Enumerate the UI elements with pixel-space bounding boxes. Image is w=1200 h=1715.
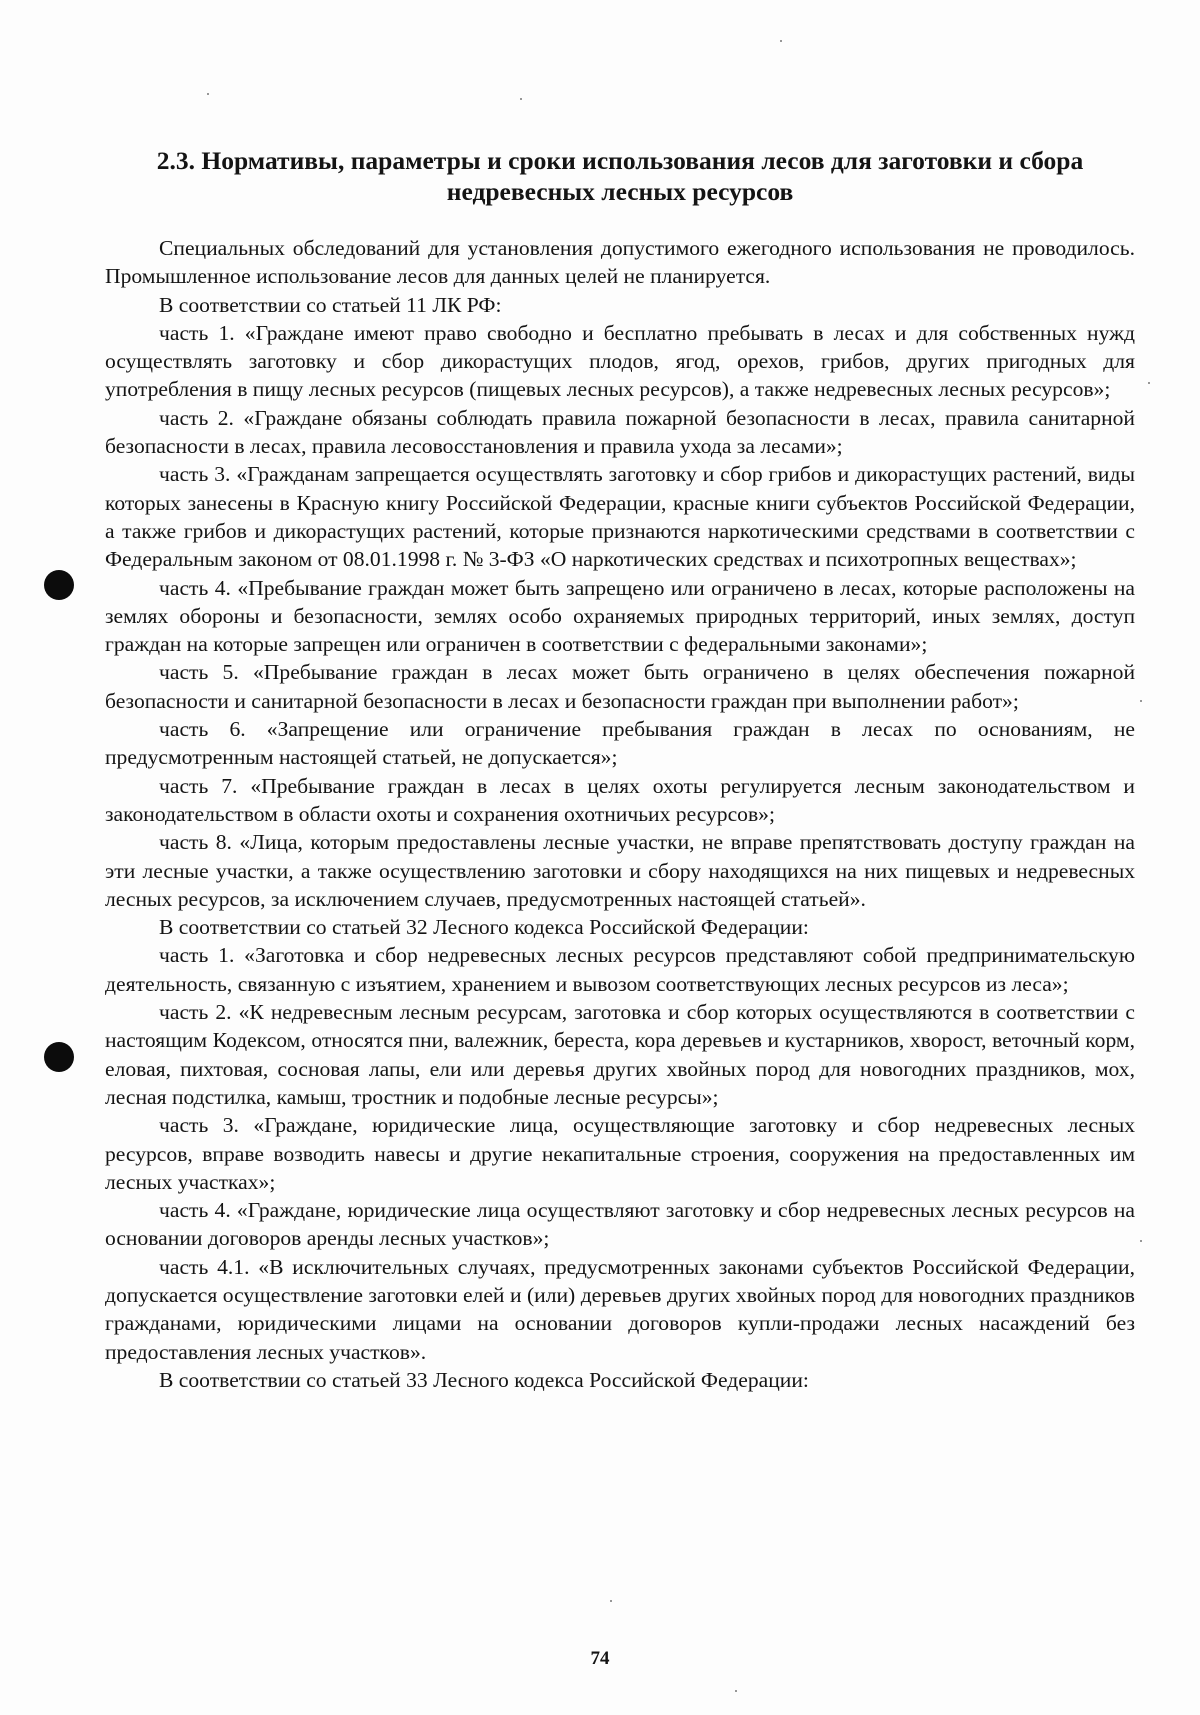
scan-speck xyxy=(1140,1240,1142,1242)
section-title-line-2: недревесных лесных ресурсов xyxy=(446,177,794,206)
paragraph-art11-part2: часть 2. «Граждане обязаны соблюдать правила пожарной безопасности в лесах, правила санитарной безопасности в лесах, правила лесовосстановления и правила ухода за лесами»; xyxy=(105,405,1135,459)
paragraph-art11-part3: часть 3. «Гражданам запрещается осуществлять заготовку и сбор грибов и дикорастущих растений, виды которых занесены в Красную книгу Российской Федерации, красные книги субъектов Российской Федерации, а также грибов и дикорастущих растений, которые признаются наркотическими средствами в соответствии с Федеральным законом от 08.01.1998 г. № 3-ФЗ «О наркотических средствах и психотропных веществах»; xyxy=(105,462,1135,572)
punch-hole-top xyxy=(44,570,74,600)
paragraph-art11-part6: часть 6. «Запрещение или ограничение пребывания граждан в лесах по основаниям, не предусмотренным настоящей статьей, не допускается»; xyxy=(105,717,1135,770)
scan-speck xyxy=(780,40,782,42)
paragraph-intro: Специальных обследований для установления допустимого ежегодного использования не проводилось. Промышленное использование лесов для данных целей не планируется. xyxy=(105,236,1135,289)
scan-speck xyxy=(735,1690,737,1692)
document-page xyxy=(105,145,1135,1394)
paragraph-art32-part1: часть 1. «Заготовка и сбор недревесных лесных ресурсов представляют собой предпринимательскую деятельность, связанную с изъятием, хранением и вывозом соответствующих лесных ресурсов из леса»; xyxy=(105,943,1135,996)
scan-speck xyxy=(207,93,209,95)
scan-speck xyxy=(1148,382,1150,384)
paragraph-art11-part1: часть 1. «Граждане имеют право свободно и бесплатно пребывать в лесах и для собственных нужд осуществлять заготовку и сбор дикорастущих плодов, ягод, орехов, грибов, других пригодных для употребления в пищу лесных ресурсов (пищевых лесных ресурсов), а также недревесных лесных ресурсов»; xyxy=(105,320,1135,402)
paragraph-art11-part7: часть 7. «Пребывание граждан в лесах в целях охоты регулируется лесным законодательством и законодательством в области охоты и сохранения охотничьих ресурсов»; xyxy=(105,773,1135,826)
scan-speck xyxy=(520,98,522,100)
paragraph-article-32-heading: В соответствии со статьей 32 Лесного кодекса Российской Федерации: xyxy=(159,915,809,940)
section-title xyxy=(105,145,1135,207)
paragraph-art32-part2: часть 2. «К недревесным лесным ресурсам, заготовка и сбор которых осуществляются в соответствии с настоящим Кодексом, относятся пни, валежник, береста, кора деревьев и кустарников, хворост, веточный корм, еловая, пихтовая, сосновая лапы, ели или деревья других хвойных пород для новогодних праздников, мох, лесная подстилка, камыш, тростник и подобные лесные ресурсы»; xyxy=(105,1000,1135,1109)
paragraph-article-11-heading: В соответствии со статьей 11 ЛК РФ: xyxy=(159,292,502,317)
paragraph-art32-part4: часть 4. «Граждане, юридические лица осуществляют заготовку и сбор недревесных лесных ресурсов на основании договоров аренды лесных участков»; xyxy=(105,1198,1135,1251)
page-number: 74 xyxy=(590,1648,610,1669)
scan-speck xyxy=(1140,700,1142,702)
paragraph-article-33-heading: В соответствии со статьей 33 Лесного кодекса Российской Федерации: xyxy=(159,1367,809,1392)
paragraph-art11-part8: часть 8. «Лица, которым предоставлены лесные участки, не вправе препятствовать доступу граждан на эти лесные участки, а также осуществлению заготовки и сбору находящихся на них пищевых и недревесных лесных ресурсов, за исключением случаев, предусмотренных настоящей статьей». xyxy=(105,830,1135,911)
paragraph-art32-part3: часть 3. «Граждане, юридические лица, осуществляющие заготовку и сбор недревесных лесных ресурсов, вправе возводить навесы и другие некапитальные строения, сооружения на предоставленных им лесных участках»; xyxy=(105,1113,1135,1194)
punch-hole-bottom xyxy=(44,1042,74,1072)
paragraph-art32-part4-1: часть 4.1. «В исключительных случаях, предусмотренных законами субъектов Российской Федерации, допускается осуществление заготовки елей и (или) деревьев других хвойных пород для новогодних праздников гражданами, юридическими лицами на основании договоров купли-продажи лесных насаждений без предоставления лесных участков». xyxy=(105,1254,1135,1364)
scan-speck xyxy=(610,1600,612,1602)
paragraph-art11-part5: часть 5. «Пребывание граждан в лесах может быть ограничено в целях обеспечения пожарной безопасности и санитарной безопасности в лесах и безопасности граждан при выполнении работ»; xyxy=(105,660,1135,713)
paragraph-art11-part4: часть 4. «Пребывание граждан может быть запрещено или ограничено в лесах, которые расположены на землях обороны и безопасности, землях особо охраняемых природных территорий, иных землях, доступ граждан на которые запрещен или ограничен в соответствии с федеральными законами»; xyxy=(105,575,1135,657)
section-title-line-1: 2.3. Нормативы, параметры и сроки использования лесов для заготовки и сбора xyxy=(156,146,1084,175)
